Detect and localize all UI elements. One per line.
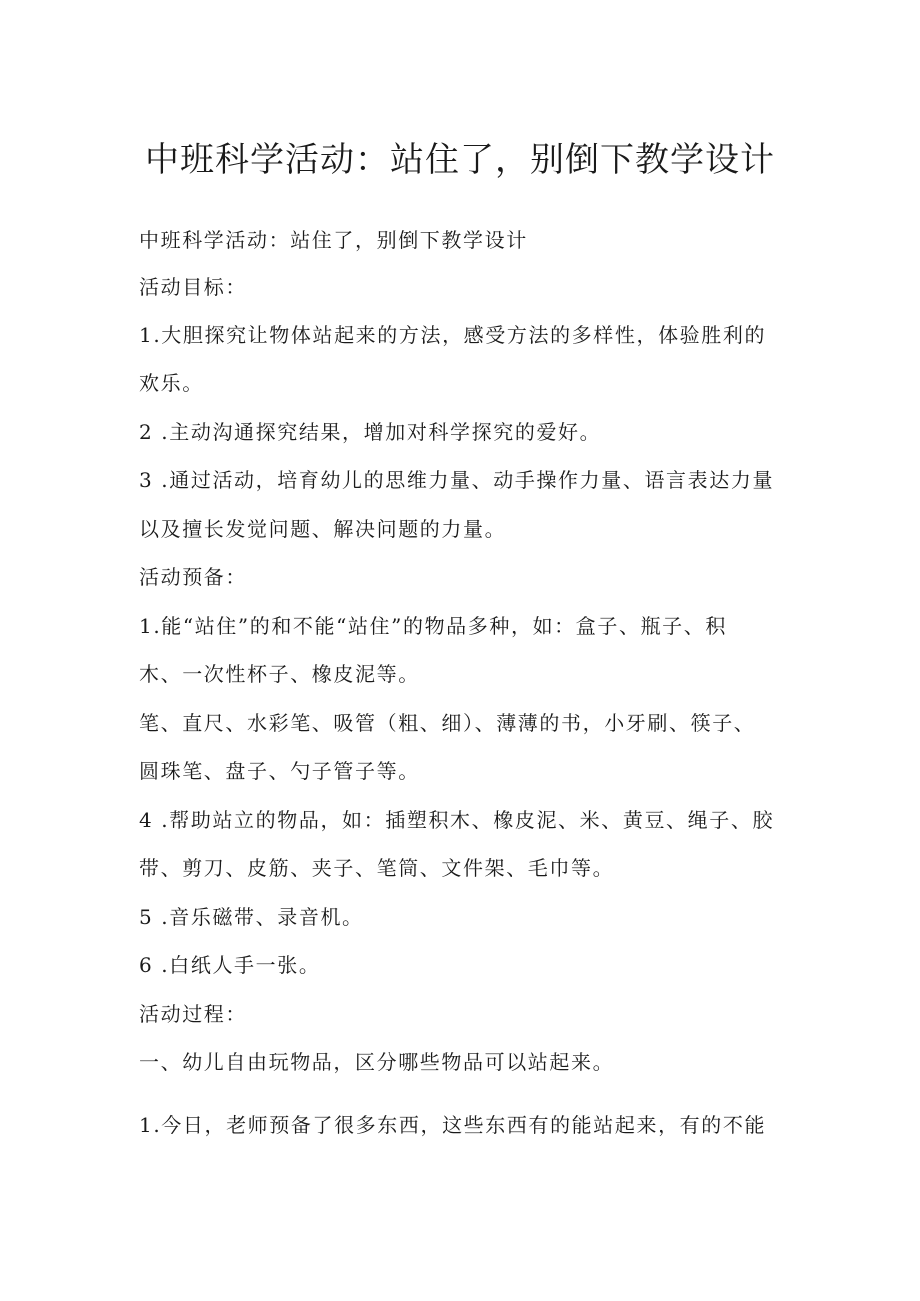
paragraph-line: 1.今日，老师预备了很多东西，这些东西有的能站起来，有的不能 xyxy=(139,1113,767,1137)
paragraph-line: 笔、直尺、水彩笔、吸管（粗、细）、薄薄的书，小牙刷、筷子、 xyxy=(139,711,756,735)
paragraph-line: 6 .白纸人手一张。 xyxy=(139,953,321,977)
paragraph-line: 5 .音乐磁带、录音机。 xyxy=(139,905,364,929)
section-heading-process: 活动过程： xyxy=(139,1002,247,1026)
paragraph-line: 带、剪刀、皮筋、夹子、笔筒、文件架、毛巾等。 xyxy=(139,856,615,880)
paragraph-line: 4 .帮助站立的物品，如：插塑积木、橡皮泥、米、黄豆、绳子、胶 xyxy=(139,808,775,832)
paragraph-line: 欢乐。 xyxy=(139,371,204,395)
paragraph-line: 圆珠笔、盘子、勺子管子等。 xyxy=(139,759,420,783)
subtitle-line: 中班科学活动：站住了，别倒下教学设计 xyxy=(139,228,528,252)
paragraph-line: 木、一次性杯子、橡皮泥等。 xyxy=(139,662,420,686)
paragraph-line: 1.能“站住”的和不能“站住”的物品多种，如：盒子、瓶子、积 xyxy=(139,614,727,638)
paragraph-line: 2 .主动沟通探究结果，增加对科学探究的爱好。 xyxy=(139,420,602,444)
paragraph-line: 以及擅长发觉问题、解决问题的力量。 xyxy=(139,517,507,541)
paragraph-line: 一、幼儿自由玩物品，区分哪些物品可以站起来。 xyxy=(139,1050,615,1074)
document-title: 中班科学活动：站住了，别倒下教学设计 xyxy=(145,140,775,180)
paragraph-line: 3 .通过活动，培育幼儿的思维力量、动手操作力量、语言表达力量 xyxy=(139,468,775,492)
section-heading-goals: 活动目标： xyxy=(139,275,247,299)
section-heading-preparation: 活动预备： xyxy=(139,565,247,589)
paragraph-line: 1.大胆探究让物体站起来的方法，感受方法的多样性，体验胜利的 xyxy=(139,323,767,347)
